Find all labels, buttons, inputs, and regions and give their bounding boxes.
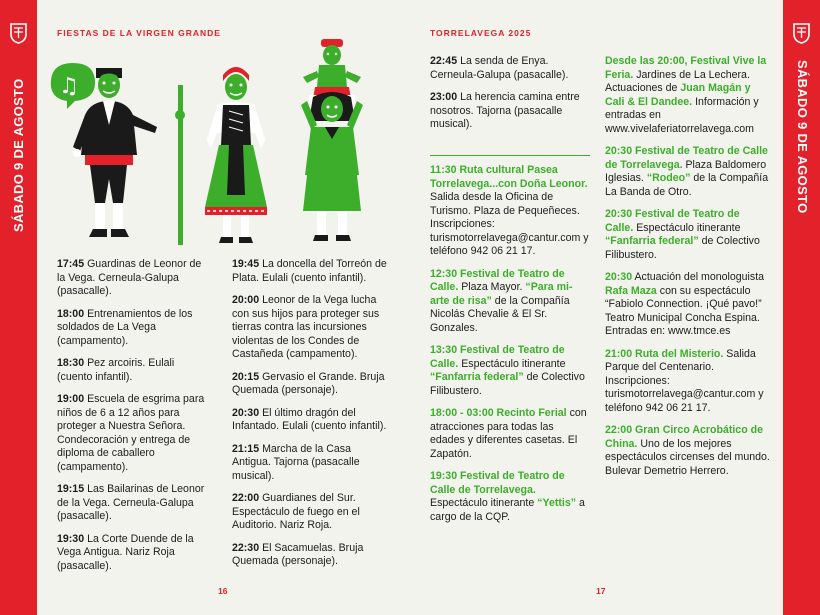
event-item: 17:45 Guardinas de Leonor de la Vega. Cerneula-Galupa (pasacalle). bbox=[57, 258, 202, 297]
event-item: 18:00 - 03:00 Recinto Ferial con atracciones para todas las edades y diferentes casetas. El Zapatón. bbox=[430, 407, 587, 460]
event-item: 20:15 Gervasio el Grande. Bruja Quemada (personaje). bbox=[232, 370, 385, 396]
event-item: 20:30 Festival de Teatro de Calle. Espectáculo itinerante “Fanfarria federal” de Colectivo Filibustero. bbox=[605, 208, 760, 261]
event-item: Desde las 20:00, Festival Vive la Feria. Jardines de La Lechera. Actuaciones de Juan Magán y Cali & El Dandee. Información y entradas en www.vivelaferiatorrelavega.com bbox=[605, 55, 767, 135]
coat-of-arms-icon bbox=[792, 22, 811, 44]
event-item: 21:15 Marcha de la Casa Antigua. Tajorna (pasacalle musical). bbox=[232, 442, 360, 482]
event-item: 18:30 Pez arcoiris. Eulali (cuento infantil). bbox=[57, 357, 175, 383]
event-item: 22:30 El Sacamuelas. Bruja Quemada (personaje). bbox=[232, 541, 364, 567]
carrier-figure bbox=[301, 92, 363, 241]
event-item: 19:30 Festival de Teatro de Calle de Torrelavega. Espectáculo itinerante “Yettis” a cargo de la CQP. bbox=[430, 470, 585, 523]
coat-of-arms-icon bbox=[9, 22, 28, 44]
staff-icon bbox=[178, 85, 183, 245]
event-item: 20:30 El último dragón del Infantado. Eulali (cuento infantil). bbox=[232, 406, 387, 432]
event-item: 19:30 La Corte Duende de la Vega Antigua. Nariz Roja (pasacalle). bbox=[57, 532, 194, 572]
running-header-left: FIESTAS DE LA VIRGEN GRANDE bbox=[57, 28, 221, 38]
page-number-left: 16 bbox=[218, 586, 228, 596]
event-item: 23:00 La herencia camina entre nosotros. Tajorna (pasacalle musical). bbox=[430, 91, 580, 130]
event-item: 20:30 Actuación del monologuista Rafa Maza con su espectáculo “Fabiolo Connection. ¡Qué pavo!” Teatro Municipal Concha Espina. Entradas en: www.tmce.es bbox=[605, 271, 765, 337]
event-item: 13:30 Festival de Teatro de Calle. Espectáculo itinerante “Fanfarria federal” de Colectivo Filibustero. bbox=[430, 344, 585, 397]
schedule-column-4 bbox=[605, 55, 770, 487]
section-divider bbox=[430, 155, 590, 156]
music-notes-icon bbox=[51, 63, 95, 109]
schedule-column-1 bbox=[57, 258, 207, 582]
event-item: 11:30 Ruta cultural Pasea Torrelavega...con Doña Leonor. Salida desde la Oficina de Turismo. Plaza de Pequeñeces. Inscripciones: turismotorrelavega@cantur.com y teléfono 942 06 21 17. bbox=[430, 164, 589, 257]
sidebar-date: SÁBADO 9 DE AGOSTO bbox=[11, 78, 26, 232]
event-item: 19:15 Las Bailarinas de Leonor de la Vega. Cerneula-Galupa (pasacalle). bbox=[57, 483, 205, 522]
folk-dancers-illustration bbox=[45, 35, 385, 250]
woman-dancer-figure bbox=[205, 67, 267, 243]
sidebar-date: SÁBADO 9 DE AGOSTO bbox=[795, 60, 810, 214]
event-item: 22:00 Guardianes del Sur. Espectáculo de fuego en el Auditorio. Nariz Roja. bbox=[232, 492, 360, 531]
running-header-right: TORRELAVEGA 2025 bbox=[430, 28, 532, 38]
schedule-column-3 bbox=[430, 164, 590, 533]
left-sidebar bbox=[0, 0, 37, 615]
schedule-column-2 bbox=[232, 258, 392, 578]
schedule-column-3-top bbox=[430, 55, 590, 141]
event-item: 20:30 Festival de Teatro de Calle de Torrelavega. Plaza Baldomero Iglesias. “Rodeo” de la Compañía La Banda de Otro. bbox=[605, 145, 769, 198]
event-item: 22:00 Gran Circo Acrobático de China. Uno de los mejores espectáculos circenses del mundo. Bulevar Demetrio Herrero. bbox=[605, 424, 770, 477]
event-item: 19:45 La doncella del Torreón de Plata. Eulali (cuento infantil). bbox=[232, 258, 387, 284]
event-item: 19:00 Escuela de esgrima para niños de 6 a 12 años para proteger a Nuestra Señora. Condecoración y entrega de diploma de caballero (campamento). bbox=[57, 393, 205, 473]
page-number-right: 17 bbox=[596, 586, 606, 596]
event-item: 12:30 Festival de Teatro de Calle. Plaza Mayor. “Para mi-arte de risa” de la Compañía Nicolás Chevalie & El Sr. Gonzales. bbox=[430, 267, 573, 334]
event-item: 18:00 Entrenamientos de los soldados de La Vega (campamento). bbox=[57, 307, 193, 347]
svg-text:♫: ♫ bbox=[59, 74, 79, 99]
right-sidebar bbox=[783, 0, 820, 615]
event-item: 22:45 La senda de Enya. Cerneula-Galupa (pasacalle). bbox=[430, 55, 569, 81]
event-item: 20:00 Leonor de la Vega lucha con sus hijos para proteger sus tierras contra las incursiones violentas de los Condes de Castañeda (campamento). bbox=[232, 294, 380, 360]
event-item: 21:00 Ruta del Misterio. Salida Parque del Centenario. Inscripciones: turismotorrelavega@cantur.com y teléfono 942 06 21 17. bbox=[605, 347, 764, 414]
